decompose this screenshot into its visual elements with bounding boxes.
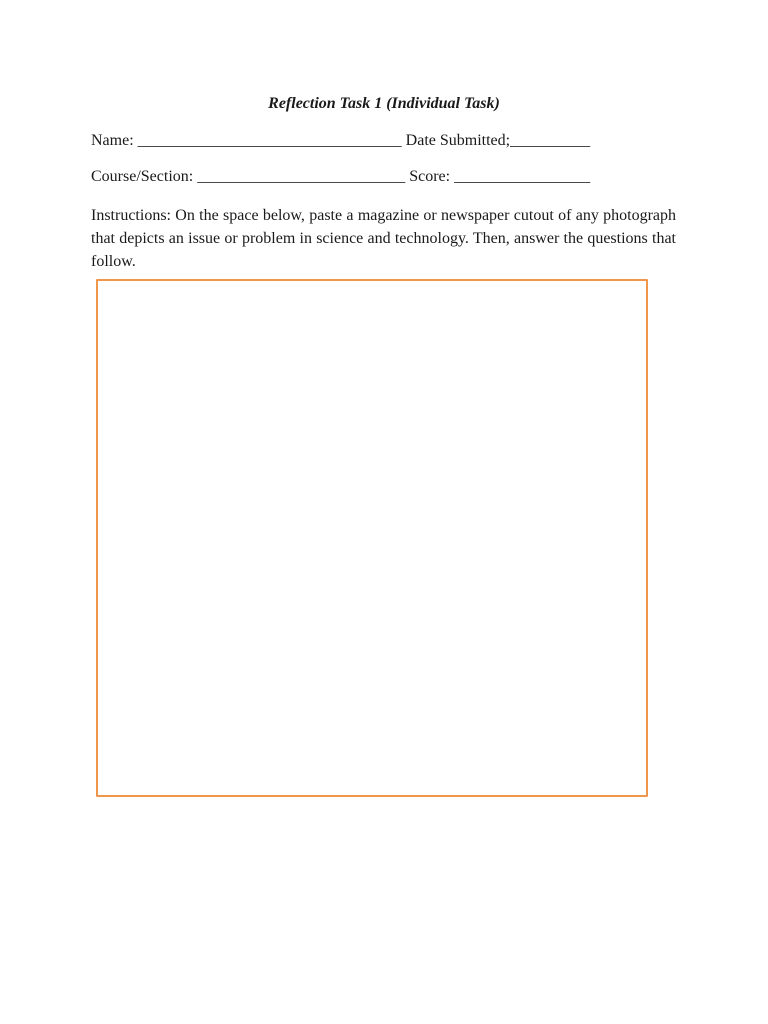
instructions-paragraph: Instructions: On the space below, paste a magazine or newspaper cutout of any photograph that depicts an issue or problem in science and technology. Then, answer the questions that follow. bbox=[91, 207, 676, 270]
date-submitted-label: Date Submitted; bbox=[401, 132, 511, 149]
course-section-label: Course/Section: bbox=[91, 168, 198, 185]
name-label: Name: bbox=[91, 132, 138, 149]
photo-paste-box bbox=[96, 279, 648, 797]
name-blank: _________________________________ bbox=[137, 132, 402, 149]
date-submitted-blank: __________ bbox=[510, 132, 591, 149]
course-section-blank: __________________________ bbox=[197, 168, 406, 185]
score-blank: _________________ bbox=[454, 168, 591, 185]
course-score-row bbox=[91, 167, 590, 187]
name-date-row bbox=[91, 131, 590, 151]
document-title: Reflection Task 1 (Individual Task) bbox=[268, 95, 500, 112]
score-label: Score: bbox=[405, 168, 455, 185]
